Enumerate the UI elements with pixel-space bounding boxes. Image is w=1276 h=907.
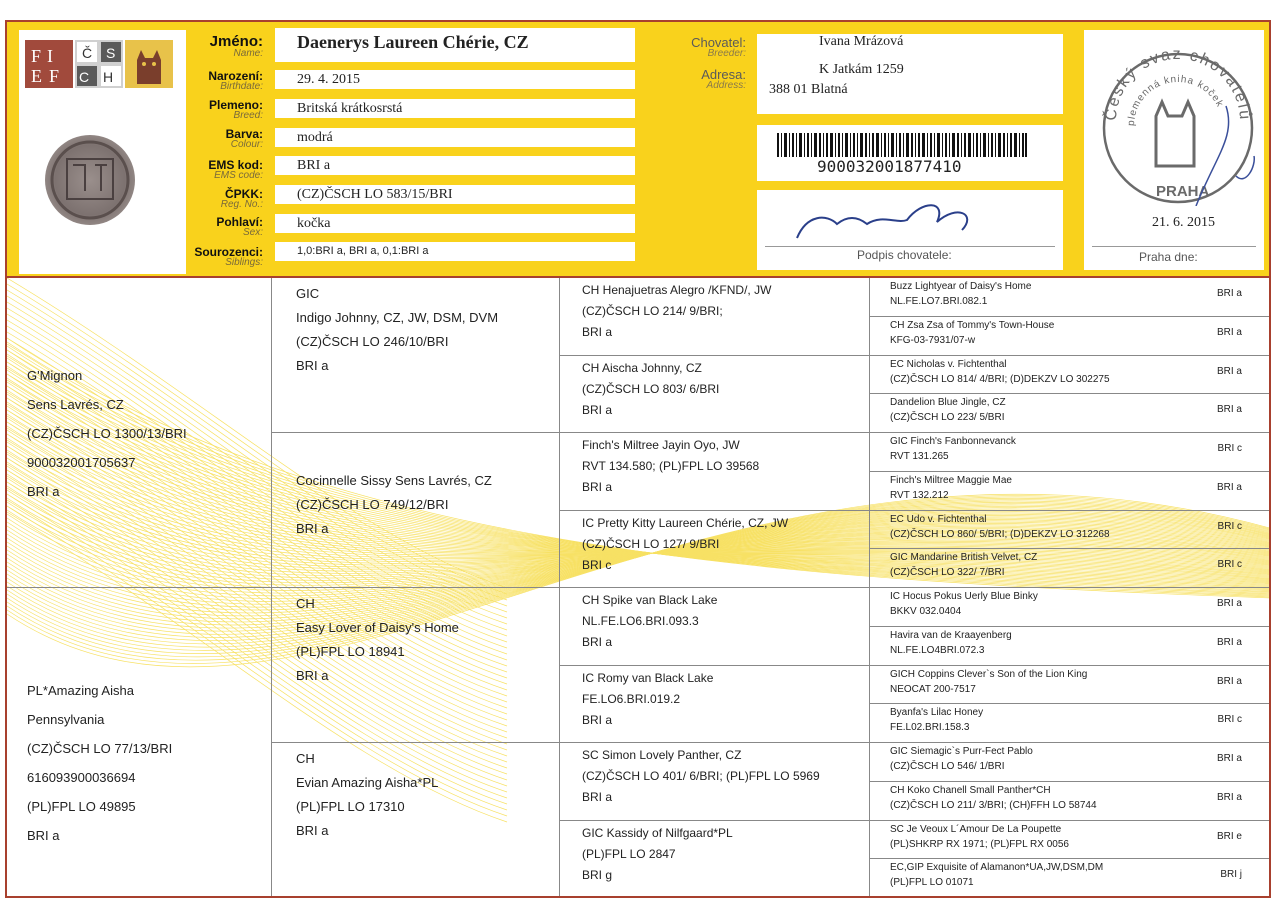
certificate-header — [5, 20, 1271, 278]
parent-line: PL*Amazing Aisha — [27, 683, 134, 698]
great-grandparent-line: BRI a — [582, 635, 613, 649]
gg-grandparent-breed: BRI c — [1217, 443, 1242, 454]
stamp-place-label: Praha dne: — [1139, 250, 1198, 264]
gg-grandparent-name: GICH Coppins Clever`s Son of the Lion King — [890, 668, 1088, 680]
great-grandparent-line: (CZ)ČSCH LO 214/ 9/BRI; — [582, 304, 723, 318]
gg-grandparent-breed: BRI a — [1216, 791, 1242, 803]
grandparent-line: Evian Amazing Aisha*PL — [296, 775, 439, 790]
great-grandparent-line: (CZ)ČSCH LO 127/ 9/BRI — [582, 536, 720, 551]
grandparent-line: Easy Lover of Daisy's Home — [296, 620, 459, 635]
great-grandparent-line: BRI a — [582, 480, 613, 494]
gg-grandparent-cell — [870, 704, 1271, 743]
grandparent-line: BRI a — [296, 668, 329, 683]
label-reg: ČPKK: Reg. No.: — [220, 187, 263, 210]
svg-text:Č: Č — [82, 45, 93, 61]
gg-grandparent-breed: BRI a — [1216, 326, 1242, 338]
gg-grandparent-cell — [870, 743, 1271, 782]
label-breeder: Chovatel: Breeder: — [691, 35, 746, 59]
signature-label: Podpis chovatele: — [857, 248, 952, 262]
gg-grandparent-breed: BRI e — [1216, 830, 1242, 842]
grandparent-cell — [272, 433, 560, 588]
gg-grandparent-cell — [870, 782, 1271, 821]
gg-grandparent-cell — [870, 821, 1271, 860]
great-grandparent-line: (CZ)ČSCH LO 401/ 6/BRI; (PL)FPL LO 5969 — [582, 769, 820, 783]
great-grandparent-line: BRI a — [582, 325, 613, 339]
great-grandparent-line: BRI a — [582, 402, 613, 417]
great-grandparent-line: FE.LO6.BRI.019.2 — [582, 691, 681, 706]
great-grandparent-line: (CZ)ČSCH LO 803/ 6/BRI — [582, 381, 720, 396]
parent-line: (PL)FPL LO 49895 — [27, 799, 136, 814]
gg-grandparent-reg: (CZ)ČSCH LO 211/ 3/BRI; (CH)FFH LO 58744 — [890, 799, 1097, 811]
label-ems: EMS kod: EMS code: — [208, 158, 263, 181]
svg-text:I: I — [47, 46, 53, 66]
gg-grandparent-cell — [870, 394, 1271, 433]
parent-line: 900032001705637 — [27, 455, 136, 470]
gg-grandparent-reg: RVT 131.265 — [890, 451, 949, 462]
gg-grandparent-name: IC Hocus Pokus Uerly Blue Binky — [890, 591, 1038, 602]
gg-grandparent-reg: NL.FE.LO7.BRI.082.1 — [890, 296, 988, 307]
gg-grandparent-cell — [870, 511, 1271, 550]
great-grandparent-cell — [560, 821, 870, 899]
great-grandparent-line: NL.FE.LO6.BRI.093.3 — [582, 614, 699, 628]
grandparent-line: CH — [296, 596, 315, 611]
gg-grandparent-reg: (CZ)ČSCH LO 860/ 5/BRI; (D)DEKZV LO 312268 — [890, 528, 1110, 540]
gg-grandparent-breed: BRI a — [1216, 636, 1242, 648]
gg-grandparent-name: GIC Siemagic`s Purr-Fect Pablo — [890, 746, 1033, 757]
great-grandparent-line: (PL)FPL LO 2847 — [582, 846, 676, 861]
great-grandparent-line: CH Henajuetras Alegro /KFND/, JW — [582, 283, 772, 297]
gg-grandparent-cell — [870, 549, 1271, 588]
svg-text:H: H — [103, 69, 114, 85]
label-sex: Pohlaví: Sex: — [216, 215, 263, 238]
parent-cell — [7, 278, 272, 588]
label-name: Jméno: Name: — [209, 33, 263, 59]
great-grandparent-line: BRI a — [582, 790, 613, 804]
great-grandparent-cell — [560, 511, 870, 589]
parent-line: G'Mignon — [27, 368, 83, 383]
parent-line: BRI a — [27, 828, 60, 843]
svg-text:S: S — [106, 45, 116, 61]
value-sex: kočka — [275, 214, 635, 233]
great-grandparent-cell — [560, 588, 870, 666]
label-breed: Plemeno: Breed: — [208, 98, 263, 121]
gg-grandparent-cell — [870, 666, 1271, 705]
parent-line: (CZ)ČSCH LO 77/13/BRI — [27, 741, 173, 756]
great-grandparent-line: Finch's Miltree Jayin Oyo, JW — [582, 438, 740, 452]
breeder-signature-panel — [757, 190, 1063, 270]
gg-grandparent-name: Dandelion Blue Jingle, CZ — [890, 397, 1006, 409]
great-grandparent-line: SC Simon Lovely Panther, CZ — [582, 748, 742, 762]
grandparent-line: CH — [296, 751, 315, 766]
svg-text:F: F — [49, 66, 60, 86]
grandparent-line: (CZ)ČSCH LO 749/12/BRI — [296, 497, 449, 512]
stamp-text-bottom: PRAHA — [1156, 183, 1210, 200]
grandparent-line: GIC — [296, 286, 320, 301]
great-grandparent-line: GIC Kassidy of Nilfgaard*PL — [582, 825, 733, 840]
gg-grandparent-breed: BRI a — [1216, 753, 1242, 764]
stamp-date-line — [1092, 246, 1256, 247]
pedigree-table — [5, 278, 1271, 898]
gg-grandparent-name: EC Nicholas v. Fichtenthal — [890, 358, 1007, 370]
great-grandparent-line: IC Pretty Kitty Laureen Chérie, CZ, JW — [582, 515, 789, 530]
parent-line: Pennsylvania — [27, 712, 105, 727]
stamp-text-mid: plemenná kniha koček — [1125, 73, 1226, 127]
parent-line: 616093900036694 — [27, 770, 136, 785]
gg-grandparent-name: SC Je Veoux L´Amour De La Poupette — [890, 823, 1062, 835]
grandparent-cell — [272, 278, 560, 433]
label-address: Adresa: Address: — [701, 67, 746, 91]
gg-grandparent-cell — [870, 356, 1271, 395]
great-grandparent-cell — [560, 666, 870, 744]
logo-strip — [25, 40, 175, 88]
barcode-panel — [757, 125, 1063, 181]
value-ems: BRI a — [275, 156, 635, 175]
great-grandparent-line: IC Romy van Black Lake — [582, 670, 714, 685]
gg-grandparent-name: CH Koko Chanell Small Panther*CH — [890, 784, 1051, 796]
great-grandparent-line: BRI c — [582, 557, 612, 572]
barcode-icon — [777, 133, 1027, 157]
great-grandparent-cell — [560, 743, 870, 821]
great-grandparent-line: CH Spike van Black Lake — [582, 593, 718, 607]
stamp-text-top: Český svaz chovatelů — [1102, 45, 1254, 122]
value-breed: Britská krátkosrstá — [275, 99, 635, 118]
gg-grandparent-reg: KFG-03-7931/07-w — [890, 334, 976, 346]
gg-grandparent-breed: BRI c — [1217, 520, 1242, 532]
value-siblings: 1,0:BRI a, BRI a, 0,1:BRI a — [275, 242, 635, 261]
grandparent-line: BRI a — [296, 521, 329, 536]
label-colour: Barva: Colour: — [225, 127, 263, 150]
barcode-number: 900032001877410 — [817, 157, 962, 176]
svg-text:plemenná kniha koček — [1126, 74, 1225, 126]
grandparent-line: Indigo Johnny, CZ, JW, DSM, DVM — [296, 310, 499, 325]
gg-grandparent-reg: (PL)FPL LO 01071 — [890, 877, 974, 889]
gg-grandparent-breed: BRI a — [1216, 288, 1242, 299]
gg-grandparent-name: EC,GIP Exquisite of Alamanon*UA,JW,DSM,DM — [890, 862, 1104, 874]
gg-grandparent-cell — [870, 859, 1271, 898]
breeder-details — [757, 34, 1063, 114]
fife-logo-icon — [25, 40, 73, 88]
gg-grandparent-reg: (CZ)ČSCH LO 223/ 5/BRI — [890, 412, 1005, 424]
grandparent-line: (PL)FPL LO 17310 — [296, 799, 405, 814]
svg-text:C: C — [79, 69, 90, 85]
grandparent-line: BRI a — [296, 823, 329, 838]
gg-grandparent-cell — [870, 472, 1271, 511]
signature-line — [765, 246, 1055, 247]
gg-grandparent-cell — [870, 627, 1271, 666]
gg-grandparent-breed: BRI c — [1217, 559, 1242, 571]
grandparent-cell — [272, 588, 560, 743]
gg-grandparent-name: GIC Finch's Fanbonnevanck — [890, 436, 1016, 447]
gg-grandparent-breed: BRI a — [1216, 365, 1242, 377]
gg-grandparent-reg: (CZ)ČSCH LO 546/ 1/BRI — [890, 761, 1005, 772]
value-name: Daenerys Laureen Chérie, CZ — [275, 28, 635, 62]
logo-panel — [19, 30, 186, 274]
gg-grandparent-name: Byanfa's Lilac Honey — [890, 707, 984, 719]
parent-line: BRI a — [27, 484, 60, 499]
gg-grandparent-cell — [870, 588, 1271, 627]
grandparent-line: BRI a — [296, 358, 329, 373]
gg-grandparent-breed: BRI a — [1216, 675, 1242, 687]
parent-cell — [7, 588, 272, 898]
gg-grandparent-breed: BRI a — [1216, 404, 1242, 416]
gg-grandparent-breed: BRI c — [1217, 714, 1242, 726]
csch-logo-icon — [75, 40, 123, 88]
registry-stamp-icon — [1096, 36, 1256, 206]
value-colour: modrá — [275, 128, 635, 147]
breeder-street: K Jatkám 1259 — [819, 62, 904, 77]
registry-stamp-panel — [1084, 30, 1264, 270]
grandparent-line: (PL)FPL LO 18941 — [296, 644, 405, 659]
gg-grandparent-name: Havira van de Kraayenberg — [890, 629, 1012, 641]
label-birth: Narození: Birthdate: — [208, 69, 263, 92]
gg-grandparent-reg: (CZ)ČSCH LO 814/ 4/BRI; (D)DEKZV LO 302275 — [890, 373, 1110, 385]
grandparent-cell — [272, 743, 560, 898]
value-reg: (CZ)ČSCH LO 583/15/BRI — [275, 185, 635, 204]
stamp-date: 21. 6. 2015 — [1152, 215, 1215, 230]
gg-grandparent-breed: BRI j — [1220, 869, 1242, 881]
signature-icon — [787, 194, 1007, 246]
gg-grandparent-cell — [870, 278, 1271, 317]
gg-grandparent-breed: BRI a — [1216, 598, 1242, 609]
gg-grandparent-reg: NL.FE.LO4BRI.072.3 — [890, 644, 985, 656]
great-grandparent-cell — [560, 433, 870, 511]
gg-grandparent-name: GIC Mandarine British Velvet, CZ — [890, 552, 1038, 564]
great-grandparent-cell — [560, 356, 870, 434]
breeder-name: Ivana Mrázová — [819, 34, 904, 49]
svg-text:E: E — [31, 66, 42, 86]
gg-grandparent-cell — [870, 317, 1271, 356]
parent-line: (CZ)ČSCH LO 1300/13/BRI — [27, 426, 187, 441]
great-grandparent-line: CH Aischa Johnny, CZ — [582, 360, 702, 375]
label-siblings: Sourozenci: Siblings: — [194, 245, 263, 268]
gg-grandparent-reg: RVT 132.212 — [890, 489, 949, 501]
grandparent-line: Cocinnelle Sissy Sens Lavrés, CZ — [296, 473, 492, 488]
grandparent-line: (CZ)ČSCH LO 246/10/BRI — [296, 334, 449, 349]
gg-grandparent-cell — [870, 433, 1271, 472]
great-grandparent-line: BRI a — [582, 712, 613, 727]
gg-grandparent-reg: (PL)SHKRP RX 1971; (PL)FPL RX 0056 — [890, 838, 1069, 850]
cat-logo-icon — [125, 40, 173, 88]
breeder-city: 388 01 Blatná — [769, 82, 848, 97]
gg-grandparent-name: Finch's Miltree Maggie Mae — [890, 474, 1012, 486]
value-birth: 29. 4. 2015 — [275, 70, 635, 89]
gg-grandparent-name: Buzz Lightyear of Daisy's Home — [890, 281, 1032, 292]
parent-line: Sens Lavrés, CZ — [27, 397, 124, 412]
gg-grandparent-breed: BRI a — [1216, 481, 1242, 493]
great-grandparent-cell — [560, 278, 870, 356]
embossed-seal-icon — [45, 135, 135, 225]
great-grandparent-line: BRI g — [582, 867, 613, 882]
gg-grandparent-reg: BKKV 032.0404 — [890, 606, 962, 617]
gg-grandparent-name: EC Udo v. Fichtenthal — [890, 513, 987, 525]
svg-text:F: F — [31, 46, 42, 66]
great-grandparent-line: RVT 134.580; (PL)FPL LO 39568 — [582, 459, 760, 473]
gg-grandparent-reg: (CZ)ČSCH LO 322/ 7/BRI — [890, 567, 1005, 579]
gg-grandparent-name: CH Zsa Zsa of Tommy's Town-House — [890, 319, 1055, 331]
gg-grandparent-reg: NEOCAT 200-7517 — [890, 683, 976, 695]
gg-grandparent-reg: FE.L02.BRI.158.3 — [890, 722, 970, 734]
